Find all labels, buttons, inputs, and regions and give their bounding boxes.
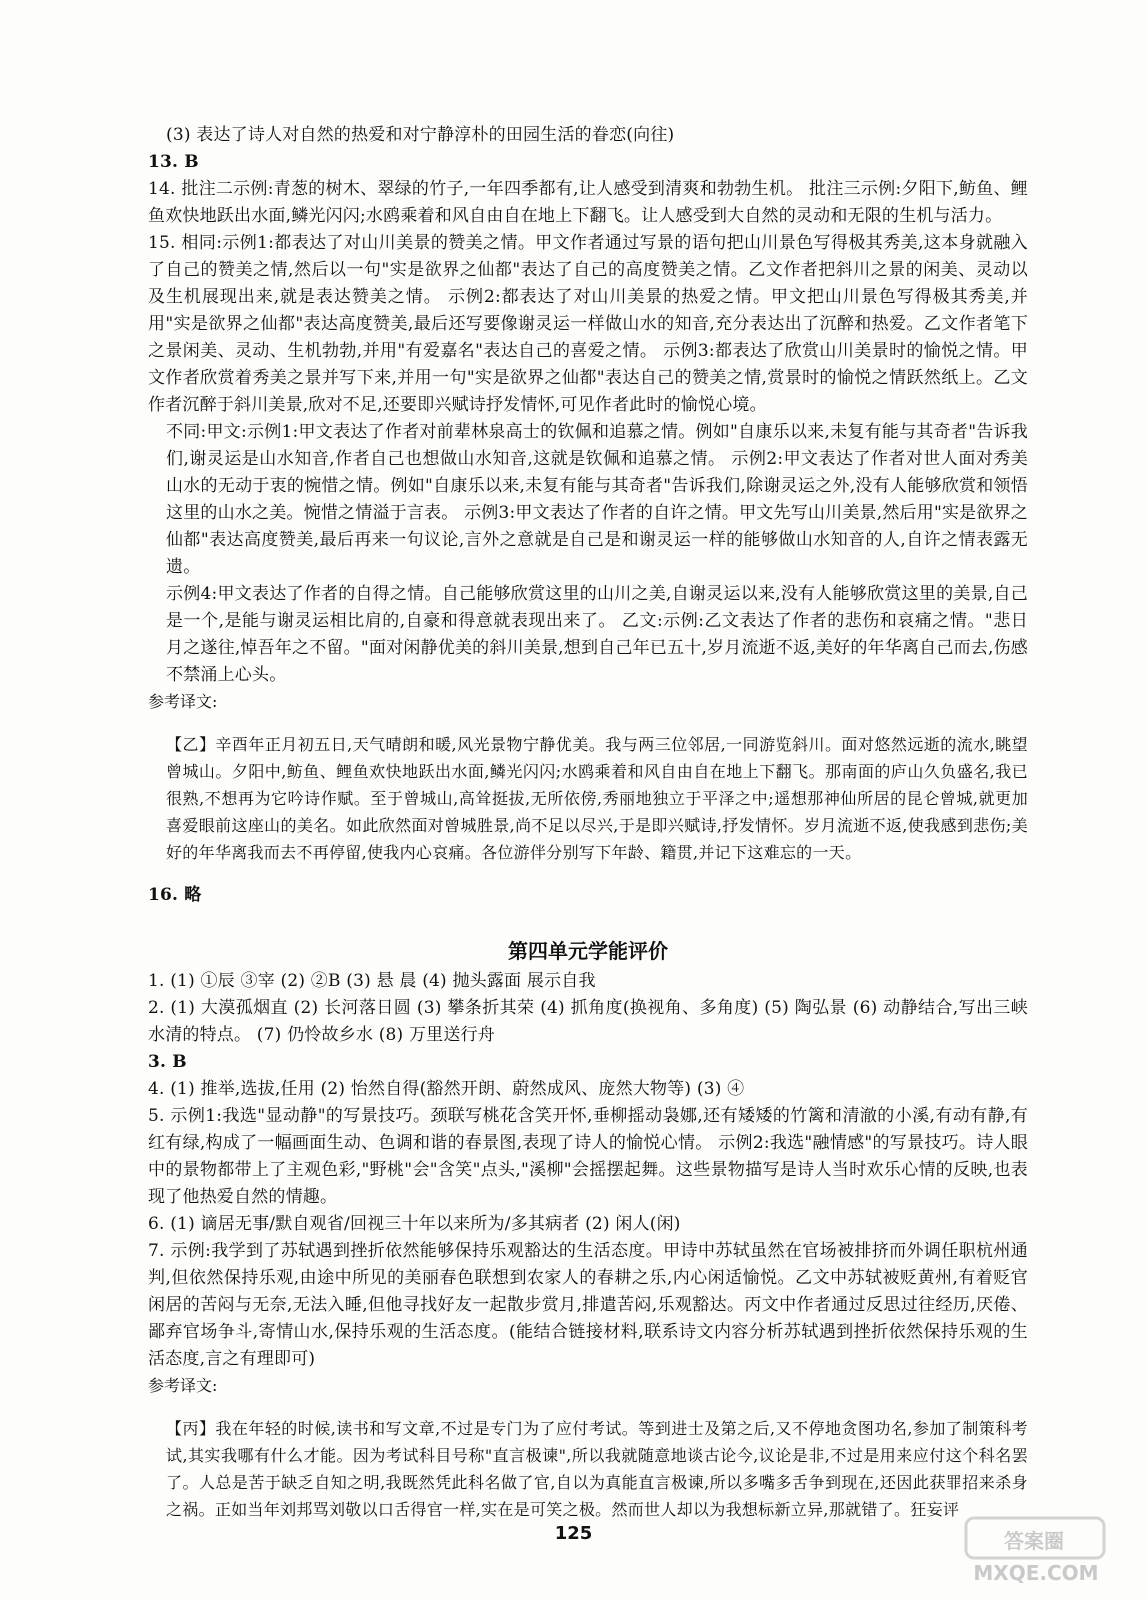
unit4-answer-5: 5. 示例1:我选"显动静"的写景技巧。颈联写桃花含笑开怀,垂柳摇动袅娜,还有矮矮的竹篱和清澈的小溪,有动有静,有红有绿,构成了一幅画面生动、色调和谐的春景图,表现了诗人的愉悦心情。 示例2:我选"融情感"的写景技巧。诗人眼中的景物都带上了主观色彩,"野桃"会"含笑"点头,"溪柳"会摇摆起舞。这些景物描写是诗人当时欢乐心情的反映,也表现了他热爱自然的情趣。 bbox=[148, 1106, 1028, 1207]
watermark-logo-text: 答案圈 bbox=[1004, 1529, 1064, 1553]
section-title: 第四单元学能评价 bbox=[508, 939, 668, 963]
answer-13: 13. B bbox=[148, 152, 199, 172]
answer-12-3: (3) 表达了诗人对自然的热爱和对宁静淳朴的田园生活的眷恋(向往) bbox=[166, 125, 675, 145]
translation-bing: 【丙】我在年轻的时候,读书和写文章,不过是专门为了应付考试。等到进士及第之后,又不停地贪图功名,参加了制策科考试,其实我哪有什么才能。因为考试科目号称"直言极谏",所以我就随意地谈古论今,议论是非,不过是用来应付这个科名罢了。人总是苦于缺乏自知之明,我既然凭此科名做了官,自以为真能直言极谏,所以多嘴多舌争到现在,还因此获罪招来杀身之祸。正如当年刘邦骂刘敬以口舌得官一样,实在是可笑之极。然而世人却以为我想标新立异,那就错了。狂妄评 bbox=[166, 1419, 1028, 1519]
reference-translation-label: 参考译文: bbox=[148, 692, 218, 711]
unit4-answer-2: 2. (1) 大漠孤烟直 (2) 长河落日圆 (3) 攀条折其荣 (4) 抓角度(换视角、多角度) (5) 陶弘景 (6) 动静结合,写出三峡水清的特点。 (7) 仍怜故乡水 (8) 万里送行舟 bbox=[148, 998, 1028, 1045]
watermark-logo bbox=[964, 1514, 1109, 1586]
answer-16: 16. 略 bbox=[148, 885, 202, 905]
unit4-answer-1: 1. (1) ①辰 ③宰 (2) ②B (3) 悬 晨 (4) 抛头露面 展示自我 bbox=[148, 971, 596, 991]
page-content bbox=[148, 122, 1028, 1539]
unit4-answer-4: 4. (1) 推举,选拔,任用 (2) 怡然自得(豁然开朗、蔚然成风、庞然大物等) (3) ④ bbox=[148, 1079, 745, 1099]
page-number: 125 bbox=[554, 1523, 593, 1544]
unit4-answer-3: 3. B bbox=[148, 1052, 187, 1072]
reference-translation-label-2: 参考译文: bbox=[148, 1376, 218, 1395]
answer-15-example4: 示例4:甲文表达了作者的自得之情。自己能够欣赏这里的山川之美,自谢灵运以来,没有人能够欣赏这里的美景,自己是一个,是能与谢灵运相比肩的,自豪和得意就表现出来了。 乙文:示例:乙文表达了作者的悲伤和哀痛之情。"悲日月之遂往,悼吾年之不留。"面对闲静优美的斜川美景,想到自己年已五十,岁月流逝不返,美好的年华离自己而去,伤感不禁涌上心头。 bbox=[166, 584, 1028, 685]
watermark-url: MXQE.COM bbox=[973, 1561, 1099, 1585]
answer-15-same: 15. 相同:示例1:都表达了对山川美景的赞美之情。甲文作者通过写景的语句把山川景色写得极其秀美,这本身就融入了自己的赞美之情,然后以一句"实是欲界之仙都"表达了自己的高度赞美之情。乙文作者把斜川之景的闲美、灵动以及生机展现出来,就是表达赞美之情。 示例2:都表达了对山川美景的热爱之情。甲文把山川景色写得极其秀美,并用"实是欲界之仙都"表达高度赞美,最后还写要像谢灵运一样做山水的知音,充分表达出了沉醉和热爱。乙文作者笔下之景闲美、灵动、生机勃勃,并用"有爱嘉名"表达自己的喜爱之情。 示例3:都表达了欣赏山川美景时的愉悦之情。甲文作者欣赏着秀美之景并写下来,并用一句"实是欲界之仙都"表达自己的赞美之情,赏景时的愉悦之情跃然纸上。乙文作者沉醉于斜川美景,欣对不足,还要即兴赋诗抒发情怀,可见作者此时的愉悦心境。 bbox=[148, 233, 1028, 415]
answer-14: 14. 批注二示例:青葱的树木、翠绿的竹子,一年四季都有,让人感受到清爽和勃勃生机。 批注三示例:夕阳下,鲂鱼、鲤鱼欢快地跃出水面,鳞光闪闪;水鸥乘着和风自由自在地上下翻飞。让人感受到大自然的灵动和无限的生机与活力。 bbox=[148, 179, 1028, 226]
unit4-answer-7: 7. 示例:我学到了苏轼遇到挫折依然能够保持乐观豁达的生活态度。甲诗中苏轼虽然在官场被排挤而外调任职杭州通判,但依然保持乐观,由途中所见的美丽春色联想到农家人的春耕之乐,内心闲适愉悦。乙文中苏轼被贬黄州,有着贬官闲居的苦闷与无奈,无法入睡,但他寻找好友一起散步赏月,排遣苦闷,乐观豁达。丙文中作者通过反思过往经历,厌倦、鄙弃官场争斗,寄情山水,保持乐观的生活态度。(能结合链接材料,联系诗文内容分析苏轼遇到挫折依然保持乐观的生活态度,言之有理即可) bbox=[148, 1241, 1028, 1369]
unit4-answer-6: 6. (1) 谪居无事/默自观省/回视三十年以来所为/多其病者 (2) 闲人(闲) bbox=[148, 1214, 681, 1234]
translation-yi: 【乙】辛酉年正月初五日,天气晴朗和暖,风光景物宁静优美。我与两三位邻居,一同游览斜川。面对悠然远逝的流水,眺望曾城山。夕阳中,鲂鱼、鲤鱼欢快地跃出水面,鳞光闪闪;水鸥乘着和风自由自在地上下翻飞。那南面的庐山久负盛名,我已很熟,不想再为它吟诗作赋。至于曾城山,高耸挺拔,无所依傍,秀丽地独立于平泽之中;遥想那神仙所居的昆仑曾城,就更加喜爱眼前这座山的美名。如此欣然面对曾城胜景,尚不足以尽兴,于是即兴赋诗,抒发情怀。岁月流逝不返,使我感到悲伤;美好的年华离我而去不再停留,使我内心哀痛。各位游伴分别写下年龄、籍贯,并记下这难忘的一天。 bbox=[166, 735, 1028, 862]
answer-15-diff: 不同:甲文:示例1:甲文表达了作者对前辈林泉高士的钦佩和追慕之情。例如"自康乐以来,未复有能与其奇者"告诉我们,谢灵运是山水知音,作者自己也想做山水知音,这就是钦佩和追慕之情。 示例2:甲文表达了作者对世人面对秀美山水的无动于衷的惋惜之情。例如"自康乐以来,未复有能与其奇者"告诉我们,除谢灵运之外,没有人能够欣赏和领悟这里的山水之美。惋惜之情溢于言表。 示例3:甲文表达了作者的自许之情。甲文先写山川美景,然后用"实是欲界之仙都"表达高度赞美,最后再来一句议论,言外之意就是自己是和谢灵运一样的能够做山水知音的人,自许之情表露无遗。 bbox=[166, 422, 1028, 577]
